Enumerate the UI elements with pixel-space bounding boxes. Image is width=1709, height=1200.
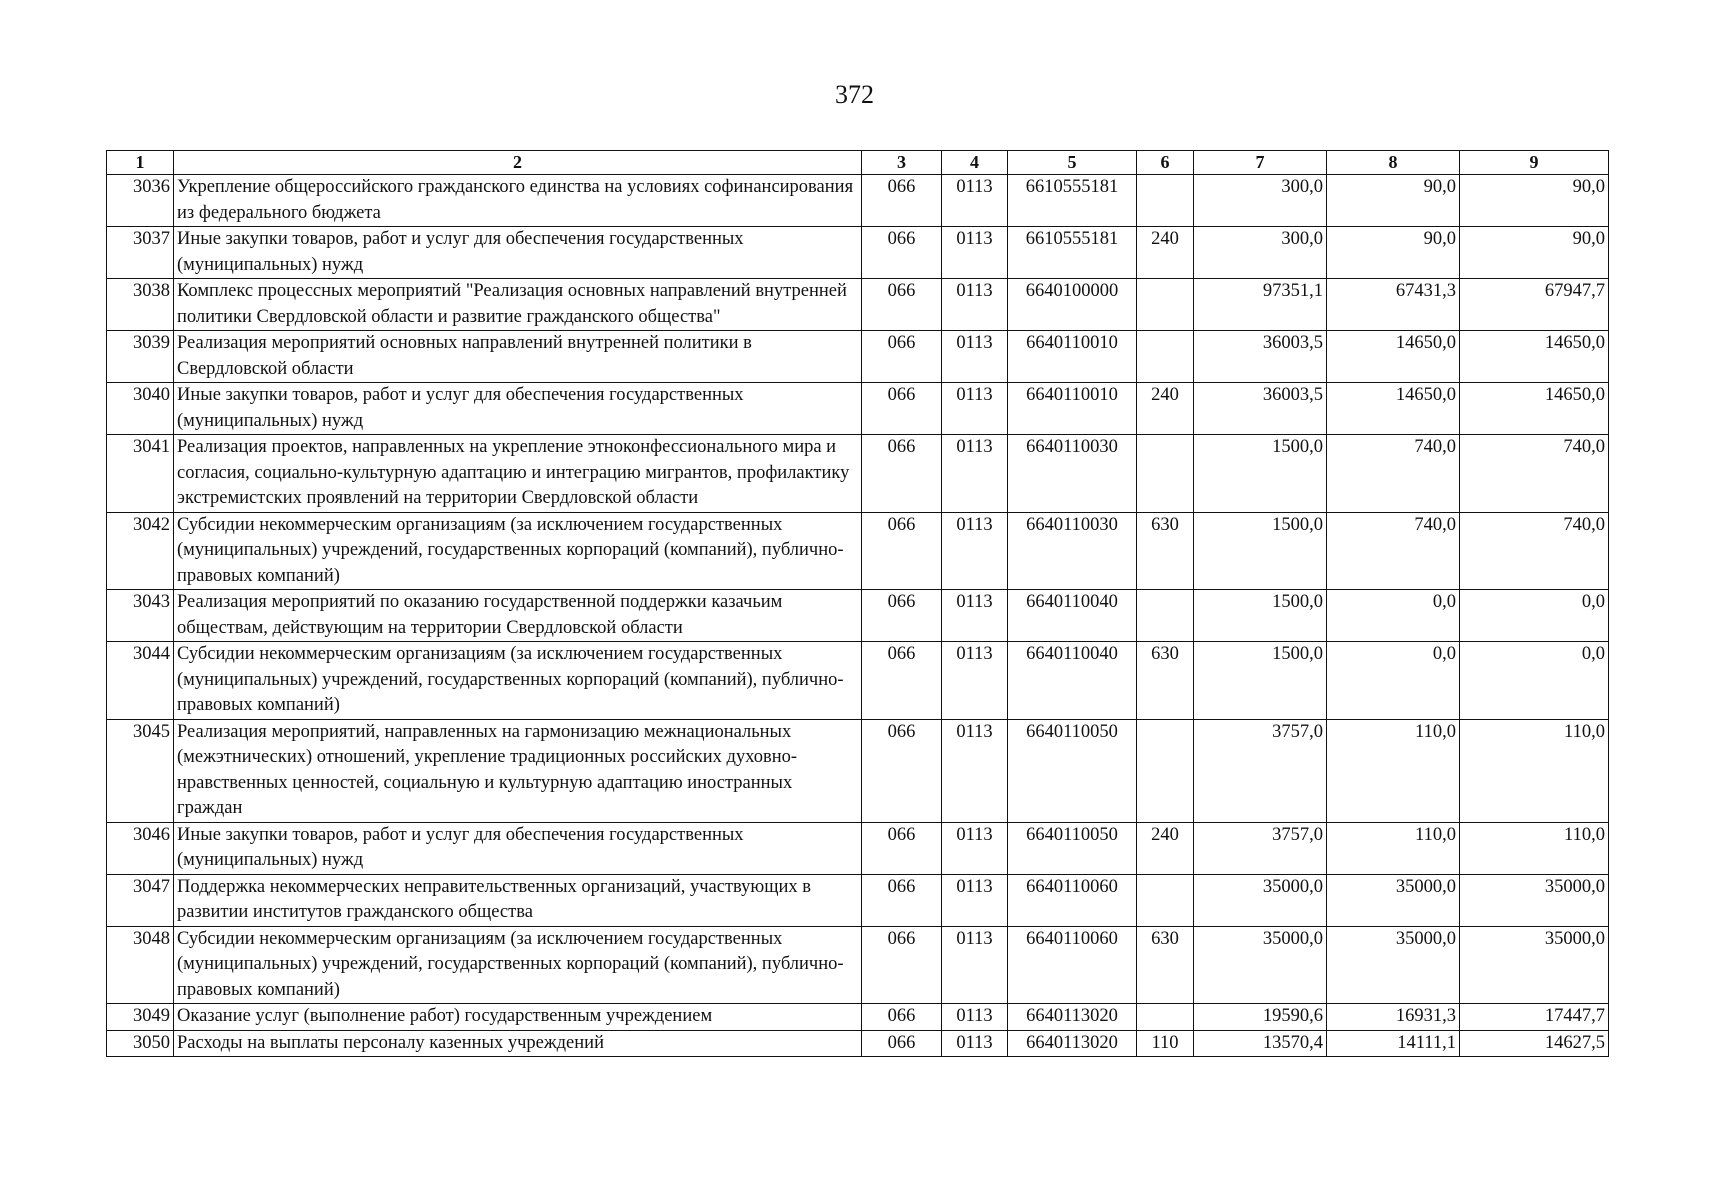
amount-year-3-cell: 14650,0 <box>1460 331 1609 383</box>
row-number-cell: 3045 <box>107 719 174 822</box>
table-header-row <box>107 151 1609 175</box>
item-name-cell: Иные закупки товаров, работ и услуг для обеспечения государственных (муниципальных) нужд <box>174 822 862 874</box>
expense-type-cell: 630 <box>1137 512 1194 590</box>
amount-year-2-cell: 16931,3 <box>1327 1004 1460 1031</box>
target-article-cell: 6640110050 <box>1008 822 1137 874</box>
department-code-cell: 066 <box>862 926 942 1004</box>
amount-year-1-cell: 1500,0 <box>1194 512 1327 590</box>
item-name-cell: Субсидии некоммерческим организациям (за исключением государственных (муниципальных) учреждений, государственных корпораций (компаний), публично-правовых компаний) <box>174 642 862 720</box>
amount-year-2-cell: 90,0 <box>1327 175 1460 227</box>
target-article-cell: 6640110030 <box>1008 512 1137 590</box>
row-number-cell: 3042 <box>107 512 174 590</box>
amount-year-3-cell: 14627,5 <box>1460 1030 1609 1057</box>
row-number-cell: 3040 <box>107 383 174 435</box>
header-cell: 4 <box>942 151 1008 175</box>
row-number-cell: 3047 <box>107 874 174 926</box>
amount-year-3-cell: 110,0 <box>1460 719 1609 822</box>
amount-year-1-cell: 1500,0 <box>1194 435 1327 513</box>
amount-year-2-cell: 14650,0 <box>1327 383 1460 435</box>
expense-type-cell <box>1137 719 1194 822</box>
amount-year-2-cell: 740,0 <box>1327 512 1460 590</box>
amount-year-3-cell: 0,0 <box>1460 590 1609 642</box>
amount-year-2-cell: 67431,3 <box>1327 279 1460 331</box>
expense-type-cell <box>1137 874 1194 926</box>
row-number-cell: 3038 <box>107 279 174 331</box>
amount-year-1-cell: 36003,5 <box>1194 383 1327 435</box>
department-code-cell: 066 <box>862 175 942 227</box>
table-row <box>107 512 1609 590</box>
expense-type-cell <box>1137 590 1194 642</box>
target-article-cell: 6640113020 <box>1008 1004 1137 1031</box>
section-code-cell: 0113 <box>942 590 1008 642</box>
amount-year-3-cell: 35000,0 <box>1460 926 1609 1004</box>
section-code-cell: 0113 <box>942 1004 1008 1031</box>
item-name-cell: Укрепление общероссийского гражданского единства на условиях софинансирования из федерального бюджета <box>174 175 862 227</box>
target-article-cell: 6640100000 <box>1008 279 1137 331</box>
amount-year-2-cell: 0,0 <box>1327 642 1460 720</box>
expense-type-cell <box>1137 175 1194 227</box>
section-code-cell: 0113 <box>942 874 1008 926</box>
row-number-cell: 3049 <box>107 1004 174 1031</box>
amount-year-1-cell: 19590,6 <box>1194 1004 1327 1031</box>
section-code-cell: 0113 <box>942 227 1008 279</box>
amount-year-2-cell: 14650,0 <box>1327 331 1460 383</box>
amount-year-3-cell: 740,0 <box>1460 435 1609 513</box>
amount-year-1-cell: 1500,0 <box>1194 642 1327 720</box>
table-row <box>107 719 1609 822</box>
row-number-cell: 3044 <box>107 642 174 720</box>
amount-year-3-cell: 90,0 <box>1460 175 1609 227</box>
amount-year-3-cell: 110,0 <box>1460 822 1609 874</box>
row-number-cell: 3036 <box>107 175 174 227</box>
item-name-cell: Поддержка некоммерческих неправительственных организаций, участвующих в развитии институтов гражданского общества <box>174 874 862 926</box>
department-code-cell: 066 <box>862 590 942 642</box>
header-cell: 9 <box>1460 151 1609 175</box>
amount-year-1-cell: 1500,0 <box>1194 590 1327 642</box>
amount-year-2-cell: 110,0 <box>1327 719 1460 822</box>
amount-year-3-cell: 740,0 <box>1460 512 1609 590</box>
amount-year-1-cell: 35000,0 <box>1194 874 1327 926</box>
department-code-cell: 066 <box>862 383 942 435</box>
table-row <box>107 822 1609 874</box>
section-code-cell: 0113 <box>942 719 1008 822</box>
expense-type-cell: 240 <box>1137 822 1194 874</box>
amount-year-1-cell: 300,0 <box>1194 227 1327 279</box>
expense-type-cell <box>1137 435 1194 513</box>
item-name-cell: Оказание услуг (выполнение работ) государственным учреждением <box>174 1004 862 1031</box>
target-article-cell: 6640110040 <box>1008 590 1137 642</box>
table-row <box>107 874 1609 926</box>
table-row <box>107 642 1609 720</box>
amount-year-3-cell: 14650,0 <box>1460 383 1609 435</box>
table-row <box>107 1030 1609 1057</box>
department-code-cell: 066 <box>862 331 942 383</box>
amount-year-3-cell: 0,0 <box>1460 642 1609 720</box>
target-article-cell: 6640110060 <box>1008 874 1137 926</box>
amount-year-1-cell: 3757,0 <box>1194 822 1327 874</box>
amount-year-1-cell: 36003,5 <box>1194 331 1327 383</box>
table-row <box>107 435 1609 513</box>
row-number-cell: 3037 <box>107 227 174 279</box>
expense-type-cell: 240 <box>1137 383 1194 435</box>
row-number-cell: 3039 <box>107 331 174 383</box>
amount-year-3-cell: 35000,0 <box>1460 874 1609 926</box>
target-article-cell: 6610555181 <box>1008 227 1137 279</box>
department-code-cell: 066 <box>862 642 942 720</box>
row-number-cell: 3050 <box>107 1030 174 1057</box>
department-code-cell: 066 <box>862 874 942 926</box>
expense-type-cell: 240 <box>1137 227 1194 279</box>
department-code-cell: 066 <box>862 512 942 590</box>
amount-year-2-cell: 35000,0 <box>1327 874 1460 926</box>
table-row <box>107 279 1609 331</box>
expense-type-cell <box>1137 331 1194 383</box>
section-code-cell: 0113 <box>942 175 1008 227</box>
amount-year-1-cell: 300,0 <box>1194 175 1327 227</box>
amount-year-1-cell: 97351,1 <box>1194 279 1327 331</box>
budget-table <box>106 150 1609 1057</box>
target-article-cell: 6640110010 <box>1008 331 1137 383</box>
header-cell: 1 <box>107 151 174 175</box>
item-name-cell: Реализация мероприятий основных направлений внутренней политики в Свердловской области <box>174 331 862 383</box>
amount-year-2-cell: 14111,1 <box>1327 1030 1460 1057</box>
section-code-cell: 0113 <box>942 279 1008 331</box>
target-article-cell: 6640110030 <box>1008 435 1137 513</box>
section-code-cell: 0113 <box>942 512 1008 590</box>
row-number-cell: 3043 <box>107 590 174 642</box>
department-code-cell: 066 <box>862 822 942 874</box>
section-code-cell: 0113 <box>942 926 1008 1004</box>
amount-year-1-cell: 35000,0 <box>1194 926 1327 1004</box>
header-cell: 8 <box>1327 151 1460 175</box>
row-number-cell: 3046 <box>107 822 174 874</box>
section-code-cell: 0113 <box>942 642 1008 720</box>
amount-year-2-cell: 35000,0 <box>1327 926 1460 1004</box>
target-article-cell: 6640110040 <box>1008 642 1137 720</box>
expense-type-cell: 630 <box>1137 642 1194 720</box>
section-code-cell: 0113 <box>942 1030 1008 1057</box>
expense-type-cell: 630 <box>1137 926 1194 1004</box>
target-article-cell: 6640113020 <box>1008 1030 1137 1057</box>
section-code-cell: 0113 <box>942 331 1008 383</box>
header-cell: 7 <box>1194 151 1327 175</box>
item-name-cell: Иные закупки товаров, работ и услуг для обеспечения государственных (муниципальных) нужд <box>174 227 862 279</box>
department-code-cell: 066 <box>862 1030 942 1057</box>
item-name-cell: Комплекс процессных мероприятий "Реализация основных направлений внутренней политики Свердловской области и развитие гражданского общества" <box>174 279 862 331</box>
table-row <box>107 383 1609 435</box>
amount-year-3-cell: 17447,7 <box>1460 1004 1609 1031</box>
section-code-cell: 0113 <box>942 435 1008 513</box>
item-name-cell: Реализация проектов, направленных на укрепление этноконфессионального мира и согласия, социально-культурную адаптацию и интеграцию мигрантов, профилактику экстремистских проявлений на территории Свердловской области <box>174 435 862 513</box>
department-code-cell: 066 <box>862 719 942 822</box>
page-number: 372 <box>835 80 874 109</box>
amount-year-3-cell: 90,0 <box>1460 227 1609 279</box>
table-row <box>107 590 1609 642</box>
amount-year-2-cell: 110,0 <box>1327 822 1460 874</box>
expense-type-cell <box>1137 1004 1194 1031</box>
item-name-cell: Субсидии некоммерческим организациям (за исключением государственных (муниципальных) учреждений, государственных корпораций (компаний), публично-правовых компаний) <box>174 926 862 1004</box>
amount-year-1-cell: 3757,0 <box>1194 719 1327 822</box>
header-cell: 3 <box>862 151 942 175</box>
target-article-cell: 6640110010 <box>1008 383 1137 435</box>
target-article-cell: 6640110050 <box>1008 719 1137 822</box>
department-code-cell: 066 <box>862 1004 942 1031</box>
item-name-cell: Реализация мероприятий, направленных на гармонизацию межнациональных (межэтнических) отношений, укрепление традиционных российских духовно-нравственных ценностей, социальную и культурную адаптацию иностранных граждан <box>174 719 862 822</box>
expense-type-cell <box>1137 279 1194 331</box>
item-name-cell: Субсидии некоммерческим организациям (за исключением государственных (муниципальных) учреждений, государственных корпораций (компаний), публично-правовых компаний) <box>174 512 862 590</box>
amount-year-3-cell: 67947,7 <box>1460 279 1609 331</box>
item-name-cell: Иные закупки товаров, работ и услуг для обеспечения государственных (муниципальных) нужд <box>174 383 862 435</box>
table-body <box>107 175 1609 1057</box>
department-code-cell: 066 <box>862 227 942 279</box>
section-code-cell: 0113 <box>942 822 1008 874</box>
item-name-cell: Реализация мероприятий по оказанию государственной поддержки казачьим обществам, действующим на территории Свердловской области <box>174 590 862 642</box>
table-row <box>107 1004 1609 1031</box>
table-row <box>107 926 1609 1004</box>
table-row <box>107 175 1609 227</box>
header-cell: 5 <box>1008 151 1137 175</box>
target-article-cell: 6640110060 <box>1008 926 1137 1004</box>
target-article-cell: 6610555181 <box>1008 175 1137 227</box>
department-code-cell: 066 <box>862 435 942 513</box>
row-number-cell: 3048 <box>107 926 174 1004</box>
header-cell: 6 <box>1137 151 1194 175</box>
item-name-cell: Расходы на выплаты персоналу казенных учреждений <box>174 1030 862 1057</box>
amount-year-1-cell: 13570,4 <box>1194 1030 1327 1057</box>
table-row <box>107 227 1609 279</box>
table-row <box>107 331 1609 383</box>
row-number-cell: 3041 <box>107 435 174 513</box>
section-code-cell: 0113 <box>942 383 1008 435</box>
amount-year-2-cell: 90,0 <box>1327 227 1460 279</box>
amount-year-2-cell: 740,0 <box>1327 435 1460 513</box>
department-code-cell: 066 <box>862 279 942 331</box>
amount-year-2-cell: 0,0 <box>1327 590 1460 642</box>
header-cell: 2 <box>174 151 862 175</box>
expense-type-cell: 110 <box>1137 1030 1194 1057</box>
